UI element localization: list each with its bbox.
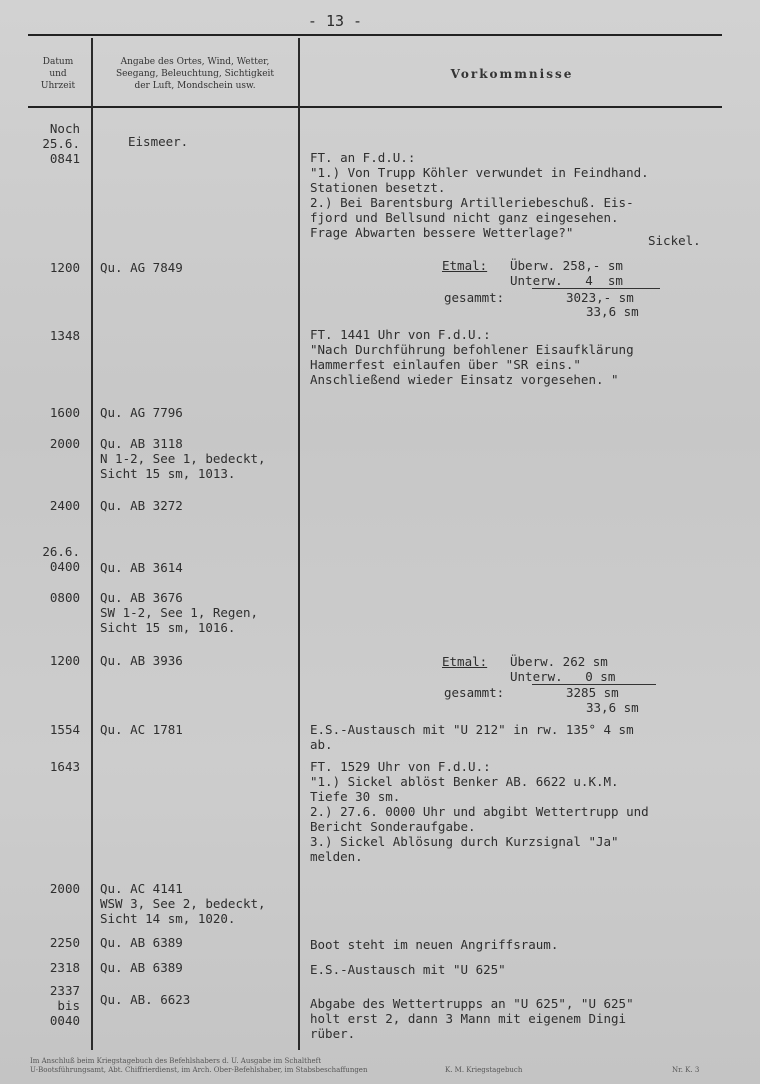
entry-time: 1200 bbox=[49, 260, 80, 275]
entry-time: Noch 25.6. 0841 bbox=[42, 121, 80, 166]
header-text: der Luft, Mondschein usw. bbox=[134, 81, 256, 91]
entry-event: E.S.-Austausch mit "U 212" in rw. 135° 4 sm ab. bbox=[310, 722, 634, 752]
etmal-line: Überw. 258,- sm bbox=[510, 258, 623, 273]
entry-place: Qu. AB 3272 bbox=[100, 498, 183, 513]
entry-place: Eismeer. bbox=[128, 134, 189, 149]
entry-time: 26.6. 0400 bbox=[42, 544, 80, 574]
header-place-weather bbox=[94, 56, 296, 92]
header-text: Angabe des Ortes, Wind, Wetter, bbox=[120, 57, 270, 67]
entry-time: 2000 bbox=[49, 436, 80, 451]
column-divider-1 bbox=[91, 38, 93, 1050]
footer-note: Im Anschluß beim Kriegstagebuch des Befehlshabers d. U. Ausgabe im Schaltheft U-Bootsführungsamt, Abt. Chiffrierdienst, im Arch. Ober-Befehlshaber, im Stabsbeschaffungen bbox=[30, 1057, 368, 1074]
entry-place: Qu. AB. 6623 bbox=[100, 992, 191, 1007]
header-events: Vorkommnisse bbox=[450, 67, 574, 81]
entry-place: Qu. AB 6389 bbox=[100, 935, 183, 950]
entry-place: Qu. AB 3936 bbox=[100, 653, 183, 668]
entry-time: 0800 bbox=[49, 590, 80, 605]
header-bottom-rule bbox=[28, 106, 722, 108]
entry-time: 2400 bbox=[49, 498, 80, 513]
entry-time: 2337 bis 0040 bbox=[49, 983, 80, 1028]
entry-time: 1200 bbox=[49, 653, 80, 668]
entry-place: Qu. AB 3676 SW 1-2, See 1, Regen, Sicht 15 sm, 1016. bbox=[100, 590, 259, 635]
entry-event: FT. an F.d.U.: "1.) Von Trupp Köhler verwundet in Feindhand. Stationen besetzt. 2.) Bei Barentsburg Artilleriebeschuß. Eis- fjord und Bellsund nicht ganz eingesehen. Frage Abwarten bessere Wetterlage?" bbox=[310, 150, 649, 240]
footer-ref: Nr. K. 3 bbox=[672, 1066, 700, 1074]
column-divider-2 bbox=[298, 38, 300, 1050]
entry-event: E.S.-Austausch mit "U 625" bbox=[310, 962, 506, 977]
entry-time: 1554 bbox=[49, 722, 80, 737]
page-number: - 13 - bbox=[307, 12, 363, 30]
header-text: Datum bbox=[42, 57, 74, 67]
footer-title: K. M. Kriegstagebuch bbox=[445, 1066, 523, 1074]
entry-event: FT. 1529 Uhr von F.d.U.: "1.) Sickel ablöst Benker AB. 6622 u.K.M. Tiefe 30 sm. 2.) 27.6. 0000 Uhr und abgibt Wettertrupp und Bericht Sonderaufgabe. 3.) Sickel Ablösung durch Kurzsignal "Ja" melden. bbox=[310, 759, 649, 864]
entry-place: Qu. AC 4141 WSW 3, See 2, bedeckt, Sicht 14 sm, 1020. bbox=[100, 881, 266, 926]
entry-place: Qu. AG 7796 bbox=[100, 405, 183, 420]
entry-time: 2318 bbox=[49, 960, 80, 975]
entry-place: Qu. AG 7849 bbox=[100, 260, 183, 275]
etmal-sum-rule bbox=[532, 288, 660, 289]
header-text: Seegang, Beleuchtung, Sichtigkeit bbox=[115, 69, 275, 79]
entry-time: 1348 bbox=[49, 328, 80, 343]
etmal-line: 33,6 sm bbox=[586, 700, 639, 715]
table-top-rule bbox=[28, 34, 722, 36]
etmal-label: Etmal: bbox=[442, 654, 488, 669]
entry-place: Qu. AC 1781 bbox=[100, 722, 183, 737]
header-text: und bbox=[49, 69, 67, 79]
entry-time: 1643 bbox=[49, 759, 80, 774]
entry-event: FT. 1441 Uhr von F.d.U.: "Nach Durchführung befohlener Eisaufklärung Hammerfest einlaufen über "SR eins." Anschließend wieder Einsatz vorgesehen. " bbox=[310, 327, 634, 387]
entry-signature: Sickel. bbox=[648, 233, 701, 248]
etmal-line: 33,6 sm bbox=[586, 304, 639, 319]
entry-place: Qu. AB 3118 N 1-2, See 1, bedeckt, Sicht 15 sm, 1013. bbox=[100, 436, 266, 481]
entry-time: 2250 bbox=[49, 935, 80, 950]
etmal-line: gesammt: bbox=[444, 685, 505, 700]
entry-time: 1600 bbox=[49, 405, 80, 420]
etmal-line: Überw. 262 sm bbox=[510, 654, 608, 669]
header-text: Uhrzeit bbox=[40, 81, 76, 91]
entry-event: Abgabe des Wettertrupps an "U 625", "U 625" holt erst 2, dann 3 Mann mit eigenem Dingi rüber. bbox=[310, 996, 634, 1041]
etmal-line: gesammt: bbox=[444, 290, 505, 305]
etmal-line: 3285 sm bbox=[566, 685, 619, 700]
etmal-line: Unterw. 4 sm bbox=[510, 273, 623, 288]
etmal-line: Unterw. 0 sm bbox=[510, 669, 616, 684]
etmal-line: 3023,- sm bbox=[566, 290, 634, 305]
entry-place: Qu. AB 3614 bbox=[100, 560, 183, 575]
header-date-time bbox=[28, 56, 88, 92]
etmal-label: Etmal: bbox=[442, 258, 488, 273]
entry-place: Qu. AB 6389 bbox=[100, 960, 183, 975]
entry-time: 2000 bbox=[49, 881, 80, 896]
entry-event: Boot steht im neuen Angriffsraum. bbox=[310, 937, 559, 952]
